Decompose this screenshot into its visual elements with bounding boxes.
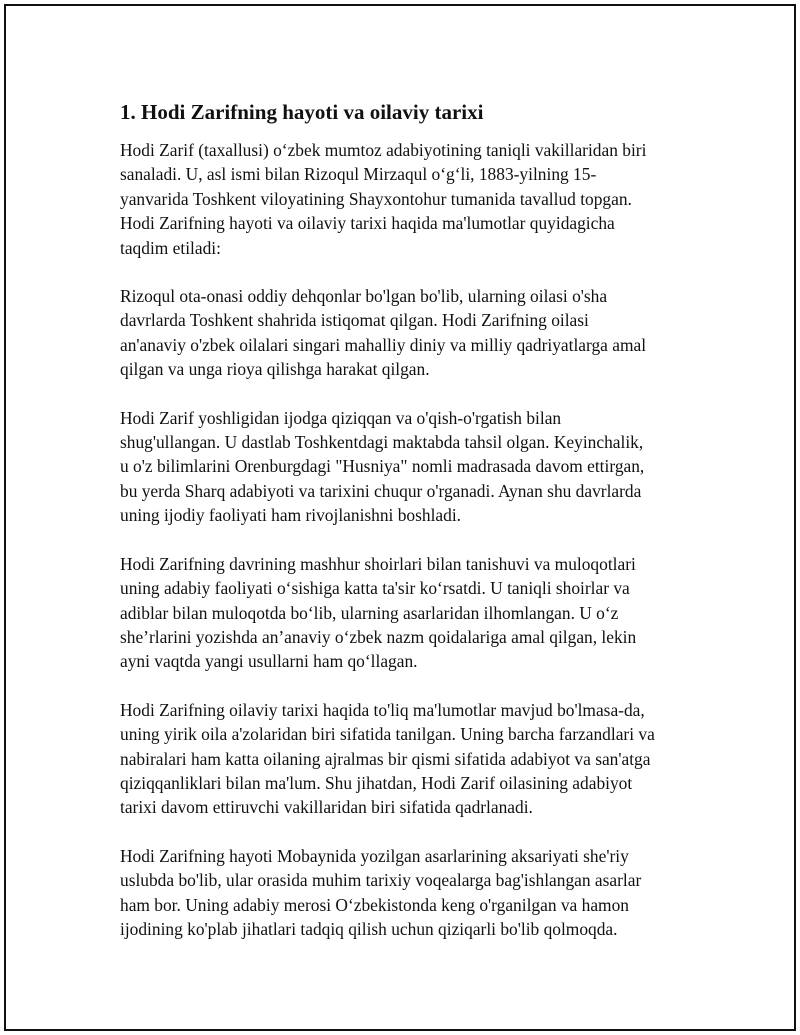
paragraph-5: [120, 698, 710, 820]
paragraph-4: [120, 552, 710, 674]
text-line: u o'z bilimlarini Orenburgdagi "Husniya" nomli madrasada davom ettirgan,: [120, 456, 645, 477]
text-line: Hodi Zarifning oilaviy tarixi haqida to'liq ma'lumotlar mavjud bo'lmasa-da,: [120, 699, 645, 720]
text-line: Hodi Zarif (taxallusi) oʻzbek mumtoz adabiyotining taniqli vakillaridan biri: [120, 140, 647, 160]
text-line: shug'ullangan. U dastlab Toshkentdagi maktabda tahsil olgan. Keyinchalik,: [120, 432, 644, 453]
paragraph-3: [120, 406, 710, 528]
text-line: ijodining ko'plab jihatlari tadqiq qilish uchun qiziqarli bo'lib qolmoqda.: [120, 918, 618, 939]
text-line: uning ijodiy faoliyati ham rivojlanishni boshladi.: [120, 505, 462, 526]
text-line: sanaladi. U, asl ismi bilan Rizoqul Mirzaqul oʻgʻli, 1883-yilning 15-: [120, 164, 597, 185]
text-line: tarixi davom ettiruvchi vakillaridan biri sifatida qadrlanadi.: [120, 797, 533, 818]
document-title: 1. Hodi Zarifning hayoti va oilaviy tarixi: [120, 100, 484, 124]
text-line: she’rlarini yozishda an’anaviy oʻzbek nazm qoidalariga amal qilgan, lekin: [120, 626, 637, 647]
text-line: Hodi Zarifning hayoti Mobaynida yozilgan asarlarining aksariyati she'riy: [120, 845, 629, 866]
text-line: qiziqqanliklari bilan ma'lum. Shu jihatdan, Hodi Zarif oilasining adabiyot: [120, 772, 633, 793]
document-body: [120, 98, 710, 965]
text-line: yanvarida Toshkent viloyatining Shayxontohur tumanida tavallud topgan.: [120, 188, 632, 209]
text-line: uslubda bo'lib, ular orasida muhim tarixiy voqealarga bag'ishlangan asarlar: [120, 870, 642, 891]
text-line: ayni vaqtda yangi usullarni ham qoʻllagan.: [120, 651, 418, 672]
text-line: davrlarda Toshkent shahrida istiqomat qilgan. Hodi Zarifning oilasi: [120, 310, 589, 331]
text-line: qilgan va unga rioya qilishga harakat qilgan.: [120, 359, 430, 380]
paragraph-1: [120, 138, 710, 260]
text-line: uning adabiy faoliyati oʻsishiga katta ta'sir koʻrsatdi. U taniqli shoirlar va: [120, 578, 630, 599]
text-line: uning yirik oila a'zolaridan biri sifatida tanilgan. Uning barcha farzandlari va: [120, 724, 655, 745]
text-line: adiblar bilan muloqotda boʻlib, ularning asarlaridan ilhomlangan. U oʻz: [120, 602, 619, 623]
text-line: taqdim etiladi:: [120, 237, 221, 258]
paragraph-2: [120, 284, 710, 382]
text-line: nabiralari ham katta oilaning ajralmas bir qismi sifatida adabiyot va san'atga: [120, 748, 651, 769]
text-line: Hodi Zarifning davrining mashhur shoirlari bilan tanishuvi va muloqotlari: [120, 553, 636, 574]
document-page: [4, 4, 796, 1031]
text-line: Hodi Zarif yoshligidan ijodga qiziqqan va o'qish-o'rgatish bilan: [120, 407, 562, 428]
text-line: Rizoqul ota-onasi oddiy dehqonlar bo'lgan bo'lib, ularning oilasi o'sha: [120, 286, 608, 307]
text-line: ham bor. Uning adabiy merosi Oʻzbekistonda keng o'rganilgan va hamon: [120, 894, 629, 915]
paragraph-6: [120, 844, 710, 942]
text-line: bu yerda Sharq adabiyoti va tarixini chuqur o'rganadi. Aynan shu davrlarda: [120, 480, 642, 501]
text-line: Hodi Zarifning hayoti va oilaviy tarixi haqida ma'lumotlar quyidagicha: [120, 213, 615, 234]
text-line: an'anaviy o'zbek oilalari singari mahalliy diniy va milliy qadriyatlarga amal: [120, 334, 647, 355]
